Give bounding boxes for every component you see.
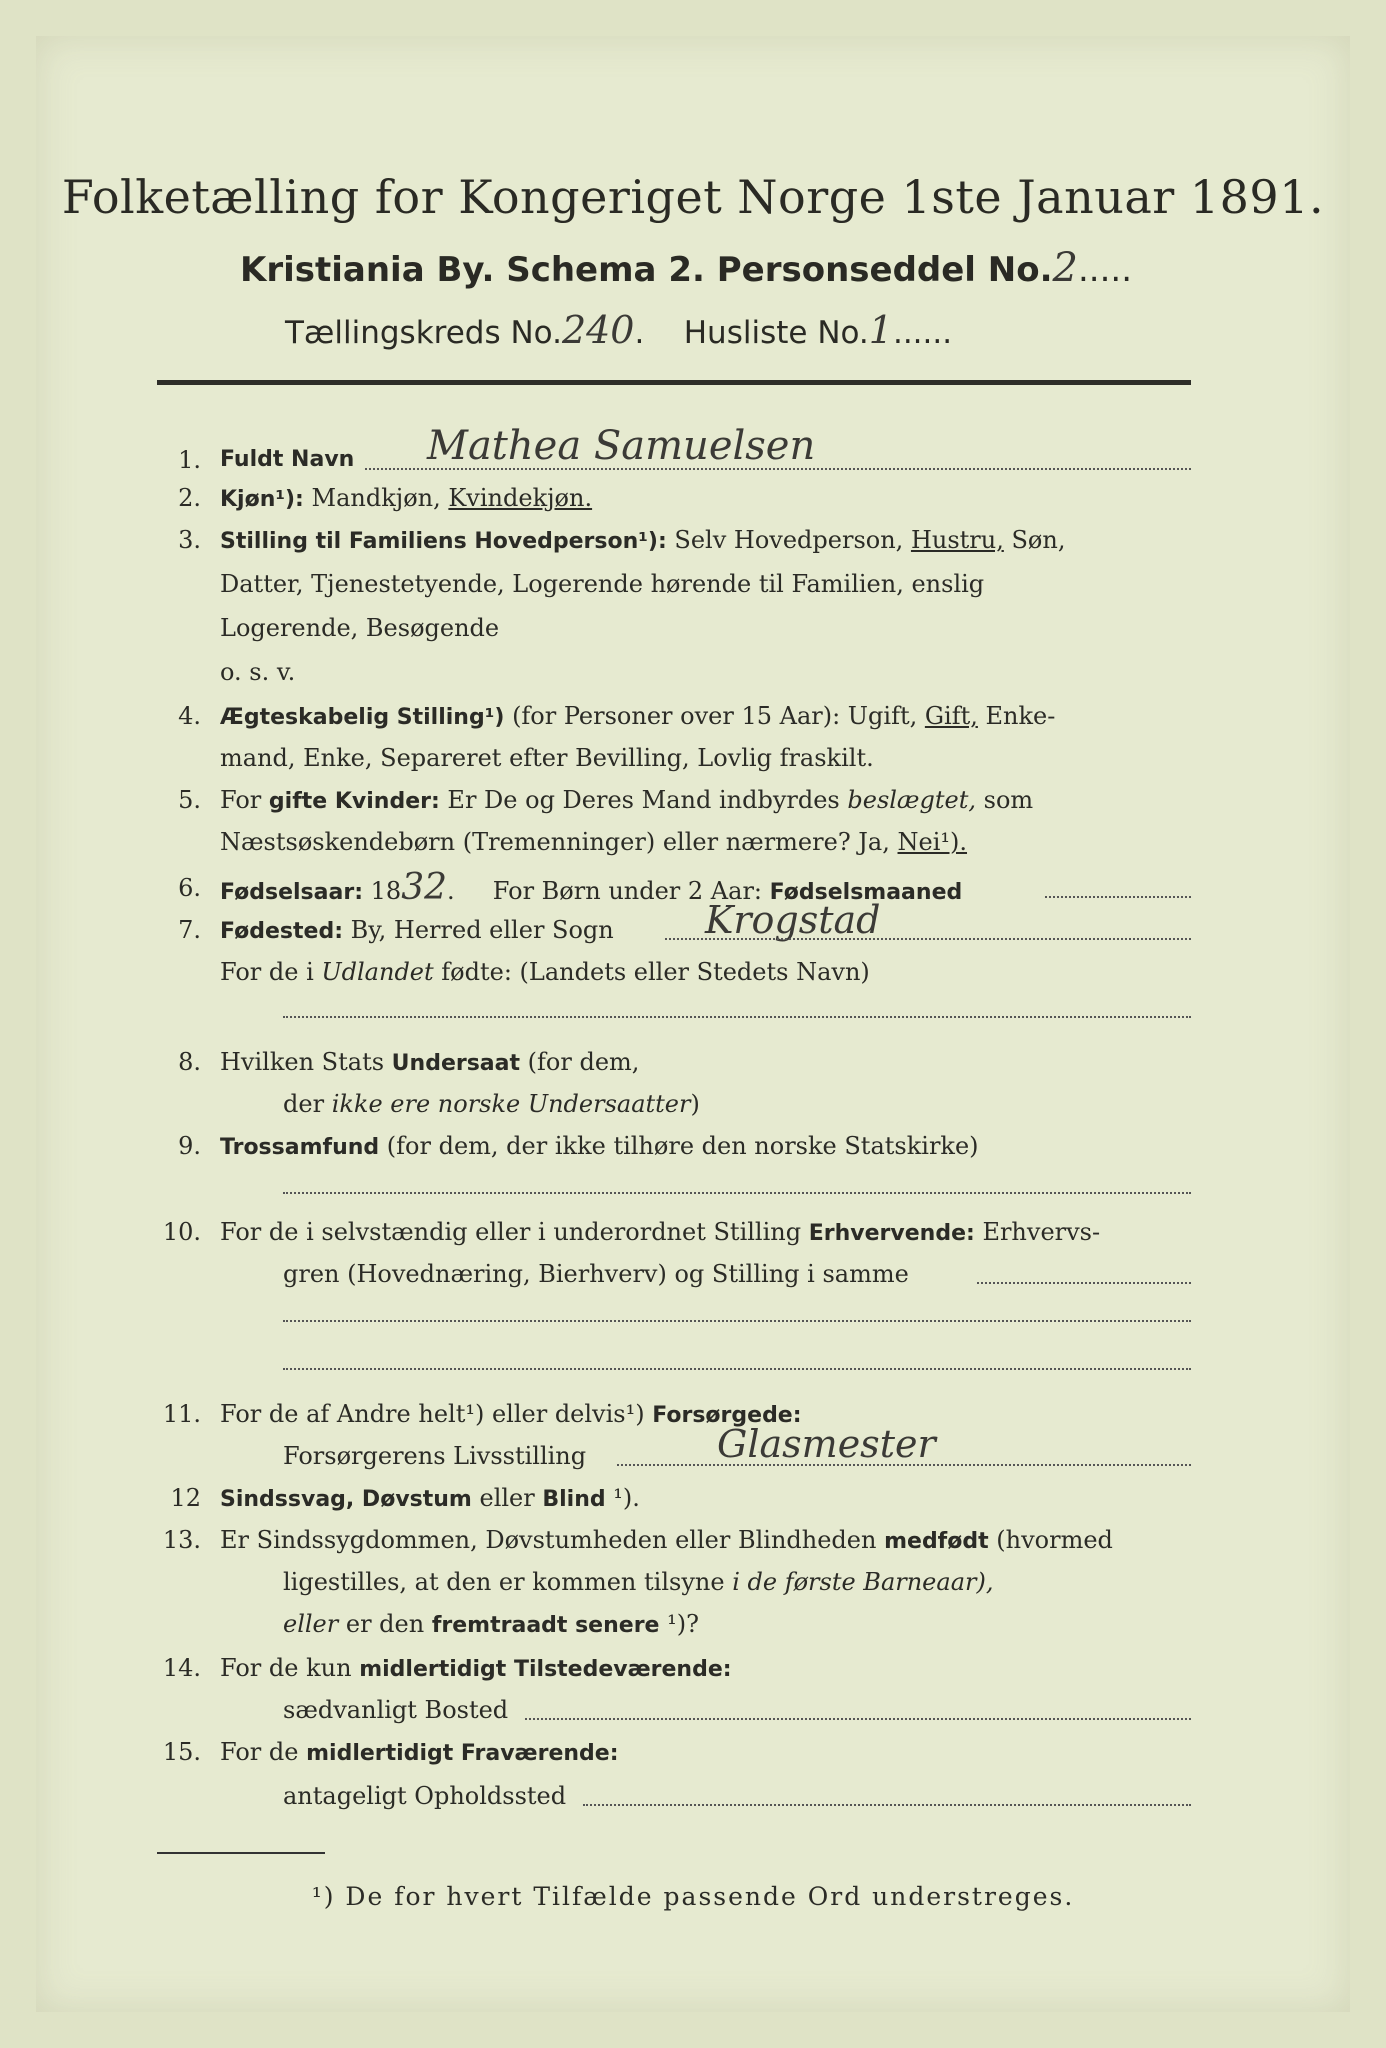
taellingskreds-label: Tællingskreds No. — [285, 315, 562, 351]
husliste-value: 1 — [868, 308, 893, 352]
item-10: 10. For de i selvstændig eller i underordnet Stilling Erhvervende: Erhvervs- — [162, 1218, 1101, 1246]
provider-occupation-value: Glasmester — [717, 1422, 936, 1466]
taellingskreds-value: 240 — [561, 308, 635, 352]
footnote-rule — [157, 1852, 325, 1854]
personseddel-value: 2 — [1052, 245, 1078, 291]
item-8: 8. Hvilken Stats Undersaat (for dem, — [178, 1048, 640, 1076]
name-value: Mathea Samuelsen — [427, 423, 816, 469]
item-3: 3. Stilling til Familiens Hovedperson¹): Selv Hovedperson, Hustru, Søn, — [178, 526, 1066, 554]
header-rule — [157, 380, 1191, 385]
field-label: Fuldt Navn — [220, 447, 355, 472]
item-14: 14. For de kun midlertidigt Tilstedeværende: — [162, 1654, 732, 1682]
form-title: Folketælling for Kongeriget Norge 1ste Januar 1891. — [61, 170, 1325, 224]
form-subtitle-2: Tællingskreds No.240. Husliste No.1...... — [285, 308, 953, 352]
item-15: 15. For de midlertidigt Fraværende: — [162, 1738, 619, 1766]
item-2: 2. Kjøn¹): Mandkjøn, Kvindekjøn. — [178, 484, 593, 512]
item-12: 12 Sindssvag, Døvstum eller Blind ¹). — [170, 1484, 640, 1512]
form-subtitle: Kristiania By. Schema 2. Personseddel No.2..... — [240, 245, 1133, 291]
item-7: 7. Fødested: By, Herred eller Sogn Krogstad — [157, 910, 1191, 950]
item-13: 13. Er Sindssygdommen, Døvstumheden eller Blindheden medfødt (hvormed — [162, 1526, 1113, 1554]
husliste-label: Husliste No. — [683, 315, 869, 351]
personseddel-label: Kristiania By. Schema 2. Personseddel No. — [240, 250, 1053, 290]
birth-year-value: 32 — [401, 867, 447, 908]
item-4: 4. Ægteskabelig Stilling¹) (for Personer over 15 Aar): Ugift, Gift, Enke- — [178, 702, 1056, 730]
item-9: 9. Trossamfund (for dem, der ikke tilhøre den norske Statskirke) — [178, 1132, 979, 1160]
item-1: 1. Fuldt Navn Mathea Samuelsen — [157, 440, 1191, 480]
birthplace-value: Krogstad — [705, 898, 881, 942]
item-6: 6. Fødselsaar: 1832. For Børn under 2 Aar: Fødselsmaaned — [157, 868, 1191, 908]
footnote: ¹) De for hvert Tilfælde passende Ord understreges. — [311, 1882, 1075, 1911]
item-5: 5. For gifte Kvinder: Er De og Deres Mand indbyrdes beslægtet, som — [178, 786, 1034, 814]
item-11: 11. For de af Andre helt¹) eller delvis¹) Forsørgede: — [162, 1400, 802, 1428]
